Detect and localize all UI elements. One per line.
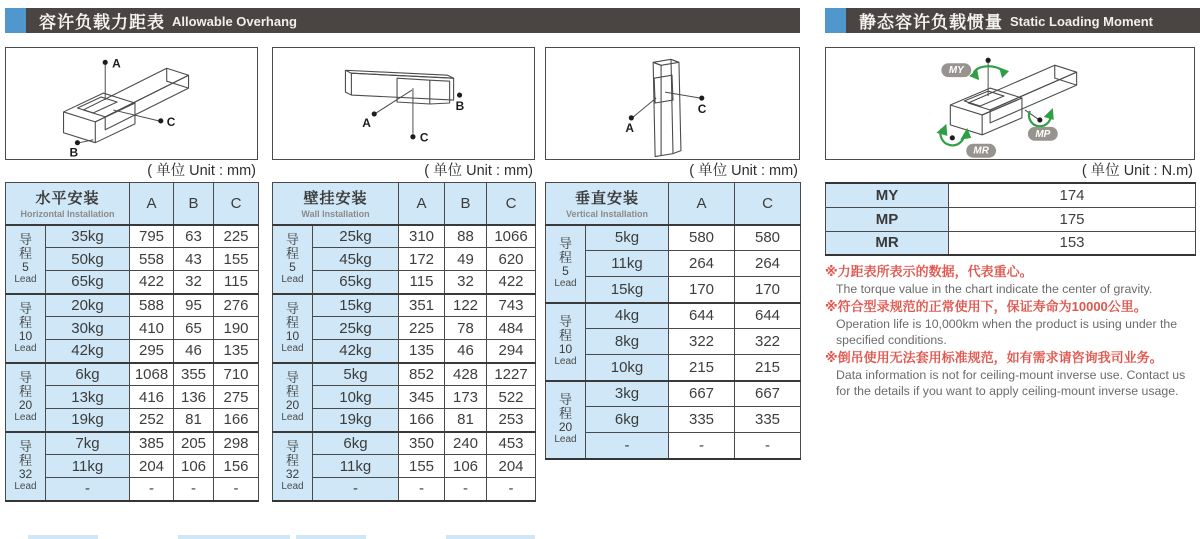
table-title-en: Horizontal Installation <box>20 209 115 220</box>
value-cell: 345 <box>399 386 445 409</box>
load-cell: 25kg <box>313 225 399 248</box>
moment-label: MR <box>826 231 949 255</box>
value-cell: 410 <box>130 317 174 340</box>
lead-char: 导 <box>285 231 299 247</box>
value-cell: 106 <box>445 455 487 478</box>
lead-char: 程 <box>285 245 299 261</box>
value-cell: 644 <box>735 303 801 329</box>
lead-en: Lead <box>14 342 37 354</box>
lead-number: 5 <box>289 259 296 274</box>
value-cell: 95 <box>174 294 214 317</box>
table-row <box>546 303 801 329</box>
value-cell: 155 <box>399 455 445 478</box>
point-c-label: C <box>166 114 176 129</box>
lead-char: 导 <box>18 438 32 454</box>
notes-list <box>825 262 1199 399</box>
load-cell: 13kg <box>46 386 130 409</box>
lead-char: 导 <box>558 392 572 407</box>
note-zh: ※符合型录规范的正常使用下，保证寿命为10000公里。 <box>825 299 1147 314</box>
value-cell: 155 <box>214 248 259 271</box>
column-header-b: B <box>174 183 214 225</box>
note-zh: ※力距表所表示的数据，代表重心。 <box>825 264 1033 279</box>
point-a-label: A <box>112 56 121 71</box>
lead-char: 导 <box>285 300 299 316</box>
static-loading-moment-column <box>825 47 1195 256</box>
lead-char: 导 <box>18 369 32 385</box>
static-loading-moment-diagram <box>825 47 1195 160</box>
value-cell: 385 <box>130 432 174 455</box>
lead-label <box>6 432 46 501</box>
lead-char: 导 <box>18 231 32 247</box>
moment-mp-badge: MP <box>1035 128 1051 140</box>
value-cell: 172 <box>399 248 445 271</box>
load-cell: 20kg <box>46 294 130 317</box>
value-cell: 49 <box>445 248 487 271</box>
table-row <box>273 340 536 363</box>
value-cell: 136 <box>174 386 214 409</box>
note-en: Operation life is 10,000km when the product is using under the specified conditions. <box>836 317 1178 347</box>
load-cell: - <box>46 478 130 501</box>
allowable-overhang-title-zh: 容许负载力距表 <box>39 13 165 32</box>
lead-label <box>273 432 313 501</box>
horizontal-rail-isometric-drawing <box>6 48 257 159</box>
point-a-label: A <box>625 120 634 135</box>
lead-label <box>6 225 46 294</box>
value-cell: 743 <box>487 294 536 317</box>
value-cell: 667 <box>669 381 735 407</box>
table-title-zh: 垂直安装 <box>574 190 639 208</box>
load-cell: 10kg <box>586 355 669 381</box>
lead-en: Lead <box>281 342 304 354</box>
lead-label <box>6 294 46 363</box>
lead-number: 20 <box>18 397 33 412</box>
vertical-rail-isometric-drawing <box>546 48 799 159</box>
table-row <box>273 317 536 340</box>
load-cell: 50kg <box>46 248 130 271</box>
load-cell: 10kg <box>313 386 399 409</box>
load-cell: 25kg <box>313 317 399 340</box>
value-cell: 422 <box>487 271 536 294</box>
value-cell: 264 <box>669 251 735 277</box>
value-cell: 225 <box>399 317 445 340</box>
static-loading-moment-table <box>825 182 1196 256</box>
value-cell: 46 <box>174 340 214 363</box>
table-title-en: Wall Installation <box>301 209 370 220</box>
lead-char: 程 <box>18 245 32 261</box>
value-cell: 322 <box>735 329 801 355</box>
lead-label <box>546 225 586 303</box>
table-title-zh: 水平安装 <box>35 190 100 208</box>
table-row <box>6 363 259 386</box>
value-cell: 253 <box>487 409 536 432</box>
lead-char: 程 <box>285 383 299 399</box>
column-header-c: C <box>214 183 259 225</box>
lead-en: Lead <box>14 273 37 285</box>
value-cell: 32 <box>174 271 214 294</box>
lead-label <box>273 363 313 432</box>
horizontal-installation-column <box>5 47 258 502</box>
value-cell: 558 <box>130 248 174 271</box>
value-cell: 63 <box>174 225 214 248</box>
moment-value: 153 <box>949 231 1196 255</box>
value-cell: 322 <box>669 329 735 355</box>
lead-char: 导 <box>18 300 32 316</box>
load-cell: 6kg <box>586 407 669 433</box>
load-cell: 45kg <box>313 248 399 271</box>
value-cell: 355 <box>174 363 214 386</box>
value-cell: 276 <box>214 294 259 317</box>
wall-installation-table <box>272 182 536 502</box>
value-cell: 205 <box>174 432 214 455</box>
lead-en: Lead <box>281 273 304 285</box>
lead-char: 程 <box>558 250 572 265</box>
value-cell: - <box>487 478 536 501</box>
value-cell: 1227 <box>487 363 536 386</box>
load-cell: 65kg <box>46 271 130 294</box>
table-title-en: Vertical Installation <box>565 209 649 220</box>
load-cell: 11kg <box>586 251 669 277</box>
load-cell: 4kg <box>586 303 669 329</box>
value-cell: 335 <box>669 407 735 433</box>
table-row <box>273 455 536 478</box>
moment-mr-badge: MR <box>973 145 989 157</box>
moment-value: 175 <box>949 207 1196 231</box>
value-cell: 710 <box>214 363 259 386</box>
value-cell: 522 <box>487 386 536 409</box>
table-title <box>6 183 130 225</box>
table-row <box>273 478 536 501</box>
unit-label-mm: ( 单位 Unit : mm) <box>147 163 256 179</box>
value-cell: 115 <box>399 271 445 294</box>
load-cell: - <box>586 433 669 459</box>
table-row <box>273 294 536 317</box>
lead-char: 程 <box>18 314 32 330</box>
wall-rail-isometric-drawing <box>273 48 534 159</box>
table-title <box>546 183 669 225</box>
lead-char: 导 <box>285 438 299 454</box>
value-cell: 580 <box>735 225 801 251</box>
table-row <box>6 294 259 317</box>
column-header-b: B <box>445 183 487 225</box>
moment-row <box>826 183 1196 207</box>
table-row <box>273 432 536 455</box>
lead-en: Lead <box>281 411 304 423</box>
load-cell: 5kg <box>586 225 669 251</box>
lead-number: 32 <box>18 466 33 481</box>
static-loading-moment-title-en: Static Loading Moment <box>1010 14 1153 29</box>
lead-en: Lead <box>14 480 37 492</box>
lead-label <box>273 294 313 363</box>
value-cell: 350 <box>399 432 445 455</box>
note-zh: ※倒吊使用无法套用标准规范，如有需求请咨询我司业务。 <box>825 350 1163 365</box>
column-header-c: C <box>487 183 536 225</box>
load-cell: 35kg <box>46 225 130 248</box>
note-en: Data information is not for ceiling-mount inverse use. Contact us for the details if you want to apply ceiling-mount inverse usage. <box>836 368 1186 398</box>
lead-number: 10 <box>558 342 573 356</box>
lead-en: Lead <box>281 480 304 492</box>
value-cell: 1068 <box>130 363 174 386</box>
load-cell: 6kg <box>313 432 399 455</box>
moment-rail-isometric-drawing <box>826 48 1194 159</box>
value-cell: 166 <box>399 409 445 432</box>
moment-row <box>826 231 1196 255</box>
point-c-label: C <box>419 130 429 145</box>
value-cell: - <box>669 433 735 459</box>
value-cell: 484 <box>487 317 536 340</box>
value-cell: 852 <box>399 363 445 386</box>
allowable-overhang-header <box>5 8 800 33</box>
value-cell: - <box>445 478 487 501</box>
value-cell: 32 <box>445 271 487 294</box>
load-cell: 3kg <box>586 381 669 407</box>
load-cell: 7kg <box>46 432 130 455</box>
vertical-installation-table <box>545 182 801 460</box>
lead-number: 20 <box>558 420 573 434</box>
value-cell: - <box>735 433 801 459</box>
value-cell: 275 <box>214 386 259 409</box>
note-en: The torque value in the chart indicate the center of gravity. <box>836 282 1153 296</box>
table-row <box>273 225 536 248</box>
value-cell: 166 <box>214 409 259 432</box>
value-cell: 580 <box>669 225 735 251</box>
unit-label-nm: ( 单位 Unit : N.m) <box>1081 163 1193 179</box>
lead-number: 5 <box>562 264 569 278</box>
value-cell: 46 <box>445 340 487 363</box>
lead-en: Lead <box>554 434 577 445</box>
value-cell: 795 <box>130 225 174 248</box>
value-cell: 173 <box>445 386 487 409</box>
value-cell: 620 <box>487 248 536 271</box>
unit-label-mm: ( 单位 Unit : mm) <box>424 163 533 179</box>
value-cell: 416 <box>130 386 174 409</box>
load-cell: 8kg <box>586 329 669 355</box>
value-cell: 81 <box>174 409 214 432</box>
lead-char: 程 <box>18 383 32 399</box>
value-cell: 156 <box>214 455 259 478</box>
moment-my-badge: MY <box>948 65 964 77</box>
static-loading-moment-header <box>825 8 1200 33</box>
value-cell: - <box>214 478 259 501</box>
point-a-label: A <box>362 115 371 130</box>
value-cell: 43 <box>174 248 214 271</box>
static-loading-moment-title-zh: 静态容许负载惯量 <box>859 13 1003 32</box>
cropped-artifact <box>178 535 290 539</box>
table-row <box>273 409 536 432</box>
unit-label-mm: ( 单位 Unit : mm) <box>689 163 798 179</box>
moment-label: MY <box>826 183 949 207</box>
value-cell: 298 <box>214 432 259 455</box>
value-cell: 115 <box>214 271 259 294</box>
load-cell: - <box>313 478 399 501</box>
lead-number: 10 <box>285 328 300 343</box>
allowable-overhang-title-en: Allowable Overhang <box>172 14 297 29</box>
moment-value: 174 <box>949 183 1196 207</box>
value-cell: 88 <box>445 225 487 248</box>
wall-installation-diagram <box>272 47 535 160</box>
value-cell: 204 <box>130 455 174 478</box>
moment-label: MP <box>826 207 949 231</box>
load-cell: 19kg <box>46 409 130 432</box>
lead-char: 程 <box>558 406 572 421</box>
value-cell: 135 <box>214 340 259 363</box>
column-header-a: A <box>669 183 735 225</box>
load-cell: 42kg <box>313 340 399 363</box>
value-cell: 422 <box>130 271 174 294</box>
table-row <box>546 381 801 407</box>
value-cell: 81 <box>445 409 487 432</box>
value-cell: 310 <box>399 225 445 248</box>
header-row <box>546 183 801 225</box>
value-cell: 588 <box>130 294 174 317</box>
load-cell: 15kg <box>586 277 669 303</box>
lead-label <box>6 363 46 432</box>
value-cell: 351 <box>399 294 445 317</box>
lead-en: Lead <box>554 356 577 367</box>
value-cell: 215 <box>735 355 801 381</box>
value-cell: 240 <box>445 432 487 455</box>
lead-char: 程 <box>558 328 572 343</box>
header-row <box>273 183 536 225</box>
value-cell: 106 <box>174 455 214 478</box>
load-cell: 6kg <box>46 363 130 386</box>
vertical-installation-column <box>545 47 800 460</box>
table-title <box>273 183 399 225</box>
column-header-a: A <box>130 183 174 225</box>
value-cell: 170 <box>735 277 801 303</box>
value-cell: - <box>399 478 445 501</box>
header-accent-square <box>5 8 26 33</box>
lead-char: 程 <box>18 452 32 468</box>
lead-char: 程 <box>285 314 299 330</box>
value-cell: 295 <box>130 340 174 363</box>
lead-number: 5 <box>22 259 29 274</box>
load-cell: 15kg <box>313 294 399 317</box>
cropped-artifact <box>446 535 535 539</box>
lead-number: 10 <box>18 328 33 343</box>
value-cell: 644 <box>669 303 735 329</box>
lead-en: Lead <box>14 411 37 423</box>
header-accent-square <box>825 8 846 33</box>
point-b-label: B <box>455 98 465 113</box>
horizontal-installation-diagram <box>5 47 258 160</box>
table-title-zh: 壁挂安装 <box>303 190 368 208</box>
lead-label <box>546 381 586 459</box>
table-row <box>273 363 536 386</box>
lead-number: 20 <box>285 397 300 412</box>
point-c-label: C <box>697 101 707 116</box>
point-b-label: B <box>69 145 79 159</box>
load-cell: 19kg <box>313 409 399 432</box>
value-cell: - <box>174 478 214 501</box>
value-cell: 204 <box>487 455 536 478</box>
value-cell: 65 <box>174 317 214 340</box>
value-cell: 1066 <box>487 225 536 248</box>
header-row <box>6 183 259 225</box>
value-cell: 453 <box>487 432 536 455</box>
load-cell: 5kg <box>313 363 399 386</box>
table-row <box>6 225 259 248</box>
lead-char: 导 <box>558 314 572 329</box>
lead-number: 32 <box>285 466 300 481</box>
lead-char: 程 <box>285 452 299 468</box>
lead-char: 导 <box>285 369 299 385</box>
load-cell: 30kg <box>46 317 130 340</box>
value-cell: 170 <box>669 277 735 303</box>
table-row <box>273 248 536 271</box>
wall-installation-column <box>272 47 535 502</box>
horizontal-installation-table <box>5 182 259 502</box>
value-cell: 225 <box>214 225 259 248</box>
value-cell: 264 <box>735 251 801 277</box>
value-cell: 667 <box>735 381 801 407</box>
lead-en: Lead <box>554 278 577 289</box>
load-cell: 11kg <box>313 455 399 478</box>
table-row <box>273 271 536 294</box>
vertical-installation-diagram <box>545 47 800 160</box>
value-cell: 122 <box>445 294 487 317</box>
lead-label <box>546 303 586 381</box>
value-cell: - <box>130 478 174 501</box>
cropped-artifact <box>296 535 366 539</box>
table-row <box>273 386 536 409</box>
value-cell: 215 <box>669 355 735 381</box>
load-cell: 42kg <box>46 340 130 363</box>
value-cell: 294 <box>487 340 536 363</box>
value-cell: 252 <box>130 409 174 432</box>
cropped-artifact <box>28 535 98 539</box>
column-header-c: C <box>735 183 801 225</box>
table-row <box>6 432 259 455</box>
value-cell: 428 <box>445 363 487 386</box>
value-cell: 335 <box>735 407 801 433</box>
value-cell: 78 <box>445 317 487 340</box>
lead-label <box>273 225 313 294</box>
load-cell: 11kg <box>46 455 130 478</box>
moment-row <box>826 207 1196 231</box>
load-cell: 65kg <box>313 271 399 294</box>
table-row <box>546 225 801 251</box>
value-cell: 190 <box>214 317 259 340</box>
value-cell: 135 <box>399 340 445 363</box>
lead-char: 导 <box>558 236 572 251</box>
column-header-a: A <box>399 183 445 225</box>
